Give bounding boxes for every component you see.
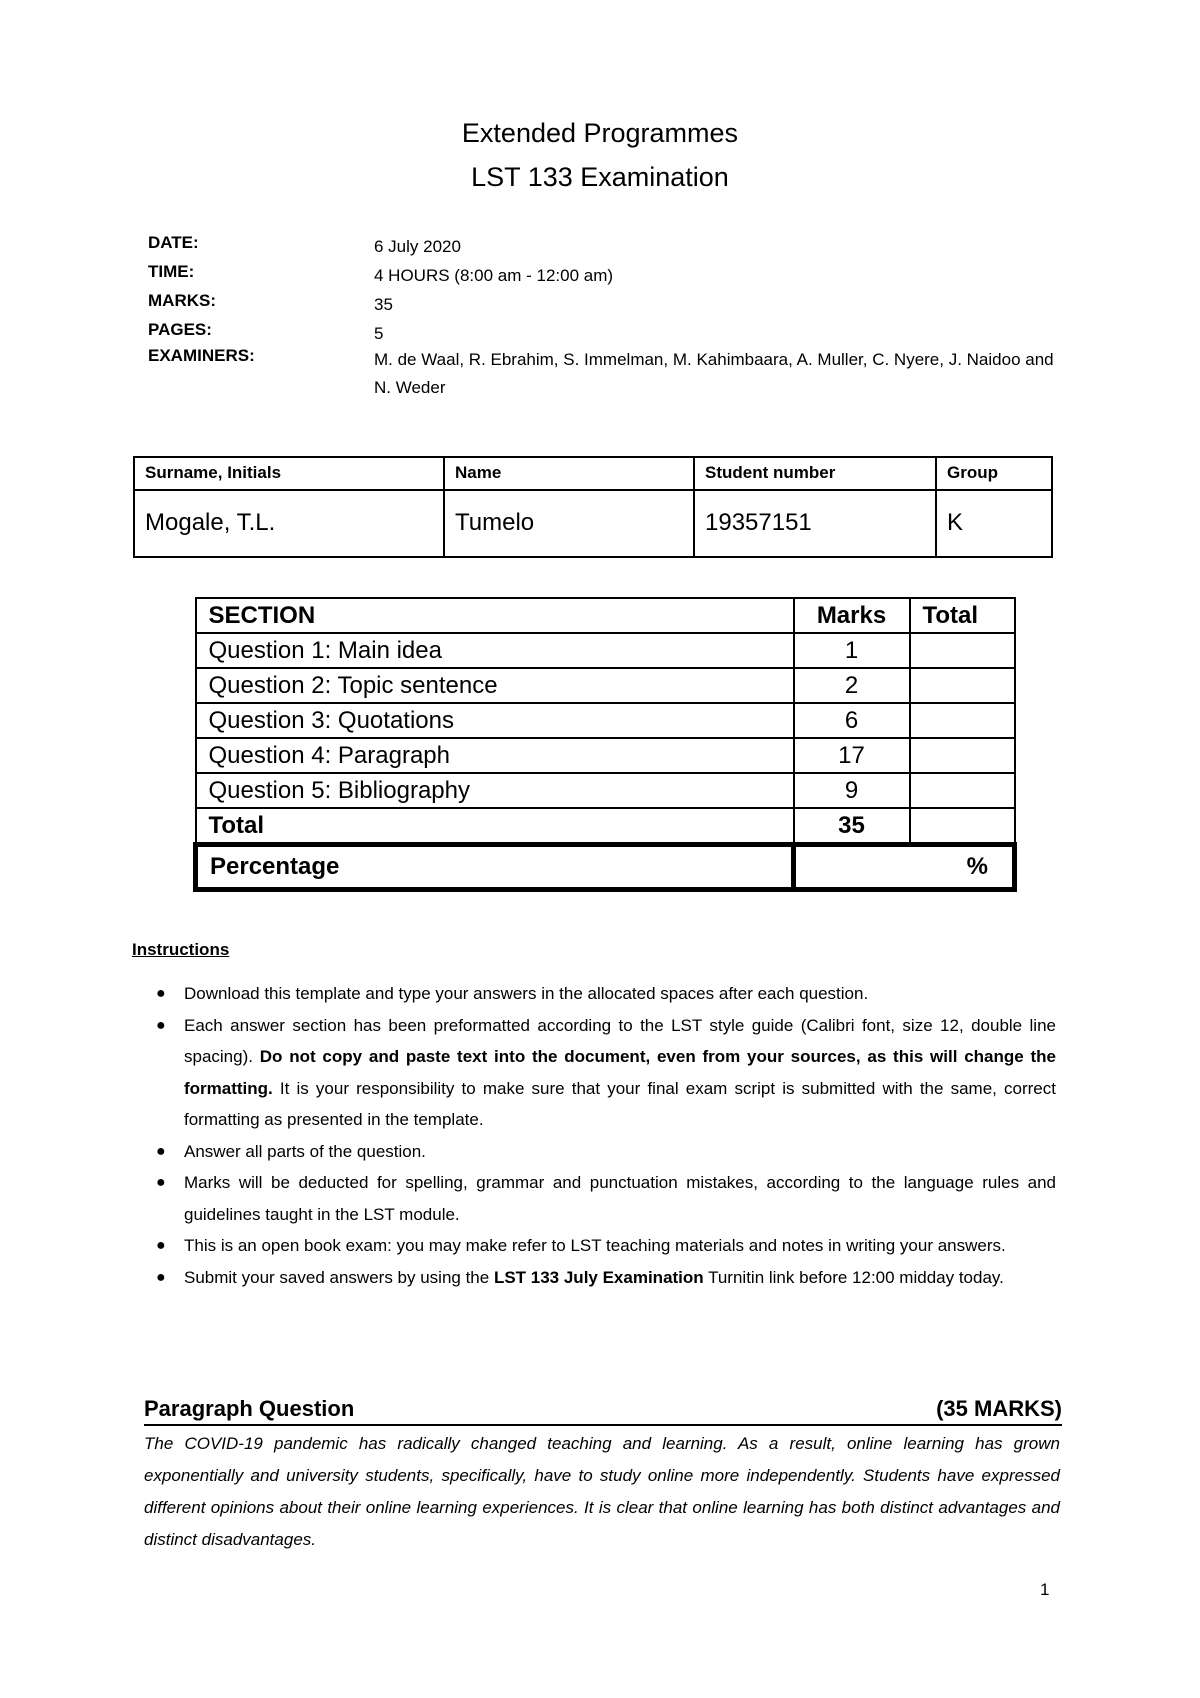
bullet-icon: ● [156,985,166,1002]
table-row [196,668,1015,703]
instruction-text: Turnitin link before 12:00 midday today. [703,1267,1004,1287]
instructions-title: Instructions [132,940,230,959]
section-label: Question 5: Bibliography [196,773,794,808]
page-number: 1 [1040,1580,1050,1599]
table-row [196,633,1015,668]
header-name: Name [444,457,694,490]
list-item [132,1136,1056,1168]
header-section: SECTION [196,598,794,633]
marks-table [193,597,1017,892]
percentage-label: Percentage [196,845,794,890]
info-value: 5 [374,324,384,343]
list-item [132,1167,1056,1230]
paragraph-question-text: The COVID-19 pandemic has radically changed teaching and learning. As a result, online learning has grown exponentially and university students, specifically, have to study online more independently. Students have expressed different opinions about their online learning experiences. It is clear that online learning has both distinct advantages and distinct disadvantages. [144,1434,1060,1549]
info-label: PAGES: [148,320,212,339]
info-row-examiners [148,346,1068,397]
table-row [134,490,1052,557]
instruction-text: Each answer section has been preformatted according to the LST style guide (Calibri font, size 12, double line spacing). [184,1015,1056,1066]
section-marks: 6 [794,703,910,738]
instruction-text: Answer all parts of the question. [184,1141,426,1161]
total-marks: 35 [794,808,910,845]
instruction-text: Marks will be deducted for spelling, grammar and punctuation mistakes, according to the language rules and guidelines taught in the LST module. [184,1173,1056,1224]
bullet-icon: ● [156,1268,166,1286]
info-label: MARKS: [148,291,216,310]
table-header-row [196,598,1015,633]
total-row [196,808,1015,845]
table-row [196,703,1015,738]
bullet-icon: ● [156,1142,166,1160]
instruction-bold-text: LST 133 July Examination [493,1267,704,1287]
section-total[interactable] [910,773,1015,808]
list-item [132,1262,1056,1294]
table-row [196,773,1015,808]
bullet-icon: ● [156,1016,166,1034]
header-surname: Surname, Initials [134,457,444,490]
value-name[interactable]: Tumelo [444,490,694,557]
section-total[interactable] [910,633,1015,668]
info-value: 35 [374,295,393,314]
header-group: Group [936,457,1052,490]
title-extended-programmes: Extended Programmes [461,118,739,148]
header-marks: Marks [794,598,910,633]
info-value: 6 July 2020 [374,237,461,256]
instruction-text: This is an open book exam: you may make refer to LST teaching materials and notes in writing your answers. [184,1236,1006,1255]
section-total[interactable] [910,703,1015,738]
paragraph-question-title: Paragraph Question [144,1396,355,1421]
list-item [132,1230,1056,1262]
title-exam-name: LST 133 Examination [471,162,729,192]
value-student-number[interactable]: 19357151 [694,490,936,557]
header-total: Total [910,598,1015,633]
section-marks: 1 [794,633,910,668]
info-label: TIME: [148,262,195,281]
total-label: Total [196,808,794,845]
info-value: M. de Waal, R. Ebrahim, S. Immelman, M. Kahimbaara, A. Muller, C. Nyere, J. Naidoo and N. Weder [374,350,1054,397]
section-total[interactable] [910,738,1015,773]
info-row-date [148,233,1068,259]
info-label: DATE: [148,233,199,252]
instructions-list [132,978,1056,1293]
percentage-value[interactable]: % [794,845,1015,890]
info-row-time [148,262,1068,288]
info-row-pages [148,320,1068,346]
info-row-marks [148,291,1068,317]
section-label: Question 2: Topic sentence [196,668,794,703]
list-item [132,978,1056,1010]
paragraph-question-marks: (35 MARKS) [936,1396,1062,1421]
percentage-row [196,845,1015,890]
paragraph-question-heading [144,1392,1062,1426]
value-surname[interactable]: Mogale, T.L. [134,490,444,557]
list-item [132,1010,1056,1136]
instruction-text: It is your responsibility to make sure that your final exam script is submitted with the same, correct formatting as presented in the template. [184,1078,1056,1129]
section-marks: 17 [794,738,910,773]
section-total[interactable] [910,668,1015,703]
header-student-number: Student number [694,457,936,490]
info-label: EXAMINERS: [148,346,255,365]
table-row [196,738,1015,773]
bullet-icon: ● [156,1174,166,1191]
section-label: Question 4: Paragraph [196,738,794,773]
total-value[interactable] [910,808,1015,845]
section-marks: 2 [794,668,910,703]
bullet-icon: ● [156,1237,166,1254]
instruction-text: Download this template and type your answers in the allocated spaces after each question. [184,984,869,1003]
instruction-text: Submit your saved answers by using the [184,1267,494,1287]
section-label: Question 1: Main idea [196,633,794,668]
value-group[interactable]: K [936,490,1052,557]
instruction-bold-text: Do not copy and paste text into the document, even from your sources, as this will change the formatting. [184,1047,1057,1098]
section-marks: 9 [794,773,910,808]
section-label: Question 3: Quotations [196,703,794,738]
info-value: 4 HOURS (8:00 am - 12:00 am) [374,266,614,285]
student-details-table [133,456,1053,558]
table-header-row [134,457,1052,490]
